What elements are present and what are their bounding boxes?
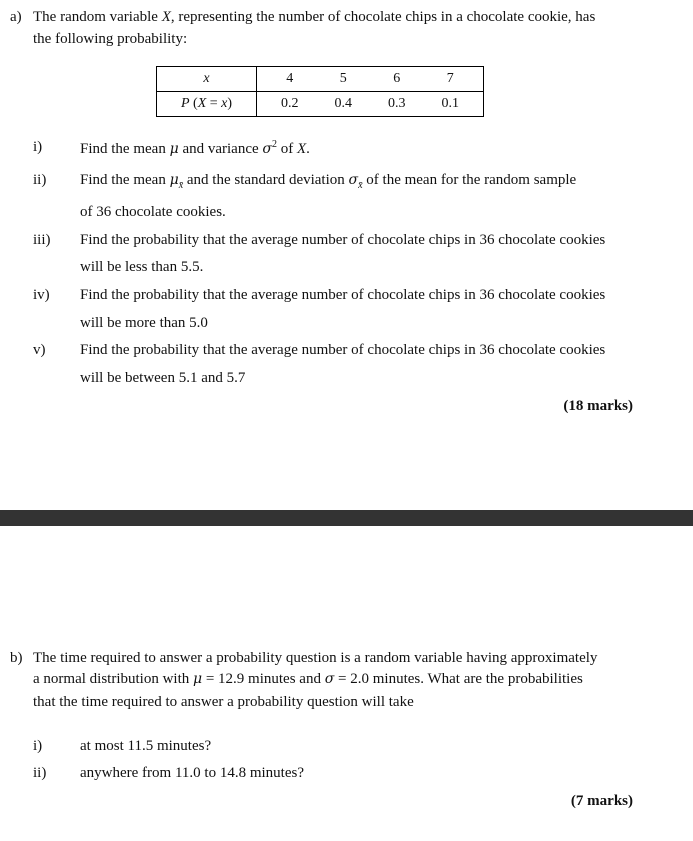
x-value: 6 [393, 71, 401, 86]
table-row-x [157, 67, 484, 92]
part-a-intro-line2: the following probability: [33, 31, 188, 47]
part-b-marks: (7 marks) [570, 793, 633, 809]
question-a-iii-line1: Find the probability that the average number of chocolate chips in 36 chocolate cookies [80, 232, 606, 248]
question-number: iv) [33, 287, 50, 303]
part-a-marks: (18 marks) [563, 398, 633, 414]
question-a-ii-line2: of 36 chocolate cookies. [80, 204, 226, 220]
question-a-v-line1: Find the probability that the average number of chocolate chips in 36 chocolate cookies [80, 342, 606, 358]
x-value: 4 [286, 71, 294, 86]
question-number: v) [33, 342, 46, 358]
question-a-iii-line2: will be less than 5.5. [80, 259, 204, 275]
p-header: P (X = x) [157, 92, 257, 117]
p-value: 0.1 [441, 96, 459, 111]
question-number: i) [33, 139, 43, 155]
question-number: i) [33, 738, 43, 754]
part-a-intro-line1: The random variable X, representing the number of chocolate chips in a chocolate cookie, has [33, 9, 596, 25]
question-a-iv-line2: will be more than 5.0 [80, 315, 208, 331]
part-b-intro-line2: a normal distribution with μ = 12.9 minutes and σ = 2.0 minutes. What are the probabilities [33, 671, 583, 687]
probability-table [156, 66, 484, 117]
part-b-intro-line1: The time required to answer a probability question is a random variable having approximately [33, 650, 598, 666]
p-value: 0.4 [334, 96, 352, 111]
question-a-ii-line1: Find the mean $\mu_{x̄}$ and the standard deviation $\sigma_{x̄}$ of the mean for the random sample [80, 172, 577, 191]
part-b-label: b) [10, 650, 23, 666]
question-a-i: Find the mean μ and variance $\sigma^2$ of X. [80, 139, 310, 157]
part-a-label: a) [10, 9, 22, 25]
question-number: ii) [33, 765, 47, 781]
question-number: iii) [33, 232, 51, 248]
part-b-intro-line3: that the time required to answer a probability question will take [33, 694, 414, 710]
question-a-iv-line1: Find the probability that the average number of chocolate chips in 36 chocolate cookies [80, 287, 606, 303]
p-value: 0.3 [388, 96, 406, 111]
table-row-p [157, 92, 484, 117]
x-header: x [157, 67, 257, 92]
question-a-v-line2: will be between 5.1 and 5.7 [80, 370, 246, 386]
page-divider [0, 510, 693, 526]
question-b-i: at most 11.5 minutes? [80, 738, 212, 754]
question-number: ii) [33, 172, 47, 188]
x-value: 5 [339, 71, 347, 86]
p-value: 0.2 [281, 96, 299, 111]
x-value: 7 [446, 71, 454, 86]
question-b-ii: anywhere from 11.0 to 14.8 minutes? [80, 765, 304, 781]
